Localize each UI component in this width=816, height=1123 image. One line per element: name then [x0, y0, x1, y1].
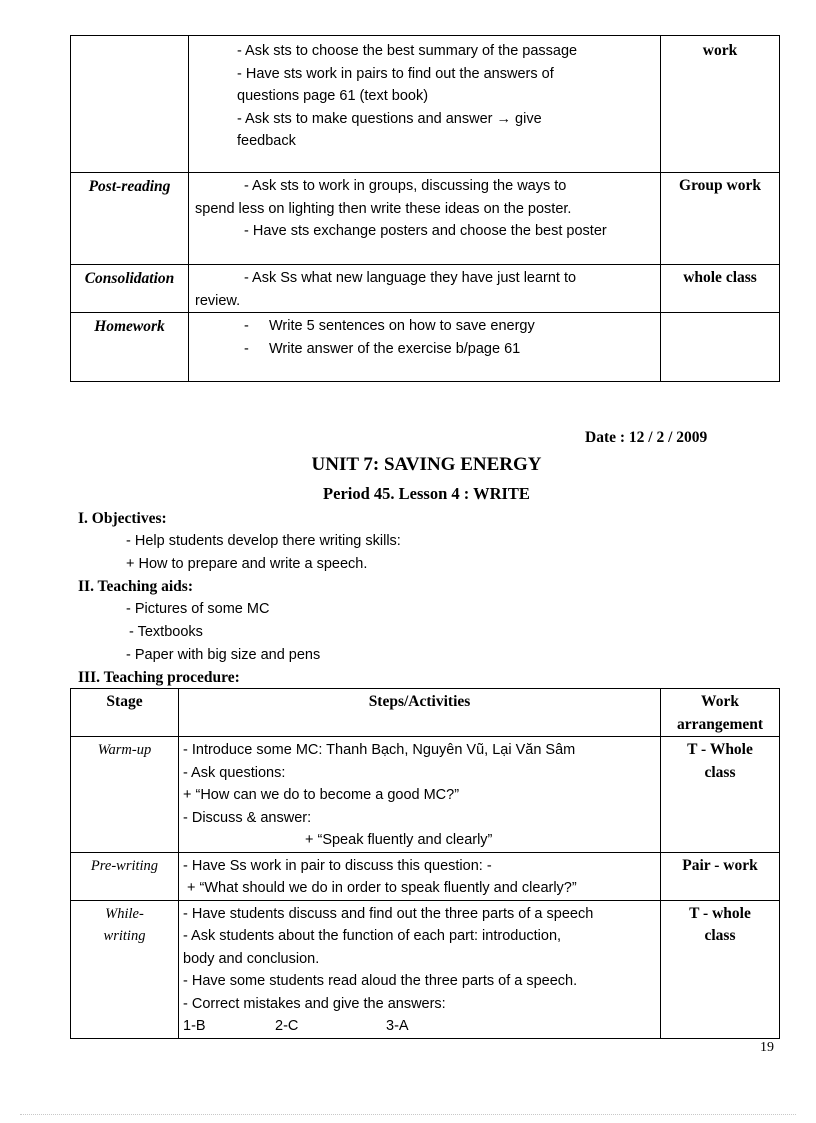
answer-item: 1-B: [183, 1018, 206, 1034]
period-title: Period 45. Lesson 4 : WRITE: [323, 484, 530, 503]
activity-line: feedback: [237, 133, 296, 149]
work-line: class: [704, 763, 736, 781]
teaching-aid-item: - Textbooks: [129, 624, 203, 640]
activity-line: review.: [195, 292, 241, 309]
header-work-line: Work: [701, 693, 739, 710]
stage-cell: [71, 36, 189, 173]
work-cell: [661, 737, 780, 853]
activity-line: - Have sts work in pairs to find out the answers of: [237, 65, 554, 82]
stage-cell: Post-reading: [71, 173, 189, 265]
header-stage: Stage: [71, 689, 179, 737]
table-row: [71, 36, 780, 173]
work-cell: work: [661, 36, 780, 173]
objective-item: + How to prepare and write a speech.: [126, 556, 368, 572]
activity-line: - Ask Ss what new language they have just learnt to: [244, 270, 577, 286]
work-cell: whole class: [661, 265, 780, 313]
table-row: [71, 737, 780, 853]
activities-cell: [189, 265, 661, 313]
answers-line: [179, 1015, 660, 1038]
stage-line: Warm-up: [97, 742, 152, 758]
table-row: [71, 265, 780, 313]
activity-line: - Have Ss work in pair to discuss this question: -: [183, 857, 492, 874]
teaching-aid-item: - Paper with big size and pens: [126, 647, 321, 663]
stage-line: writing: [103, 928, 146, 944]
teaching-procedure-table: [70, 688, 780, 1039]
activities-cell: [179, 852, 661, 900]
header-work: [661, 689, 780, 737]
activity-line: - Ask sts to work in groups, discussing the ways to: [244, 178, 567, 194]
activity-line: - Have students discuss and find out the three parts of a speech: [183, 905, 594, 922]
table-row: [71, 852, 780, 900]
teaching-aids-heading: II. Teaching aids:: [78, 578, 194, 595]
header-steps: Steps/Activities: [179, 689, 661, 737]
activity-line: + “What should we do in order to speak fluently and clearly?”: [187, 880, 577, 896]
stage-cell: [71, 900, 179, 1038]
table-row: [71, 900, 780, 1038]
activities-cell: [179, 737, 661, 853]
activity-line: - Have sts exchange posters and choose the best poster: [244, 223, 607, 239]
stage-cell: [71, 737, 179, 853]
work-line: T - whole: [689, 904, 751, 922]
stage-line: While-: [105, 905, 144, 922]
answer-item: 2-C: [275, 1018, 299, 1034]
reading-lesson-table: [70, 35, 780, 382]
stage-cell: Homework: [71, 313, 189, 382]
work-line: Pair - work: [682, 856, 758, 874]
activity-line: - Ask students about the function of each part: introduction,: [183, 928, 562, 944]
work-cell: [661, 852, 780, 900]
objective-item: - Help students develop there writing skills:: [126, 533, 401, 549]
activities-cell: [189, 173, 661, 265]
table-row: [71, 313, 780, 382]
activity-line: - Have some students read aloud the three parts of a speech.: [183, 973, 578, 989]
activity-line: body and conclusion.: [183, 950, 320, 967]
activity-line: + “How can we do to become a good MC?”: [183, 787, 460, 803]
activity-line: - Discuss & answer:: [183, 809, 312, 826]
activity-line: - Write 5 sentences on how to save energy: [244, 318, 535, 334]
stage-cell: [71, 852, 179, 900]
activity-line: + “Speak fluently and clearly”: [305, 832, 493, 848]
lesson-date: Date : 12 / 2 / 2009: [585, 429, 708, 446]
objectives-heading: I. Objectives:: [78, 510, 167, 527]
table-header-row: [71, 689, 780, 737]
page-bottom-divider: [20, 1114, 796, 1115]
work-line: T - Whole: [687, 741, 753, 758]
work-cell: Group work: [661, 173, 780, 265]
procedure-heading: III. Teaching procedure:: [78, 669, 240, 686]
activities-cell: [189, 313, 661, 382]
stage-cell: Consolidation: [71, 265, 189, 313]
page-number: 19: [760, 1040, 774, 1055]
work-cell: [661, 900, 780, 1038]
activities-cell: [179, 900, 661, 1038]
activity-text: Write 5 sentences on how to save energy: [269, 318, 535, 334]
teaching-aid-item: - Pictures of some MC: [126, 601, 270, 617]
activity-line: - Ask sts to make questions and answer → give: [237, 110, 542, 127]
activity-text: Write answer of the exercise b/page 61: [269, 340, 521, 357]
activity-line: - Introduce some MC: Thanh Bạch, Nguyên Vũ, Lại Văn Sâm: [183, 742, 576, 758]
activity-line: - Write answer of the exercise b/page 61: [244, 340, 521, 357]
activities-cell: [189, 36, 661, 173]
activity-line: spend less on lighting then write these ideas on the poster.: [195, 200, 572, 217]
unit-title: UNIT 7: SAVING ENERGY: [311, 454, 542, 475]
answer-item: 3-A: [386, 1018, 409, 1034]
activity-line: questions page 61 (text book): [237, 88, 429, 104]
table-row: [71, 173, 780, 265]
activity-line: - Ask questions:: [183, 764, 286, 781]
stage-line: Pre-writing: [90, 857, 159, 874]
work-cell: [661, 313, 780, 382]
work-line: class: [704, 927, 736, 944]
header-work-line: arrangement: [676, 715, 764, 733]
activity-line: - Ask sts to choose the best summary of the passage: [237, 43, 578, 59]
activity-line: - Correct mistakes and give the answers:: [183, 995, 446, 1012]
